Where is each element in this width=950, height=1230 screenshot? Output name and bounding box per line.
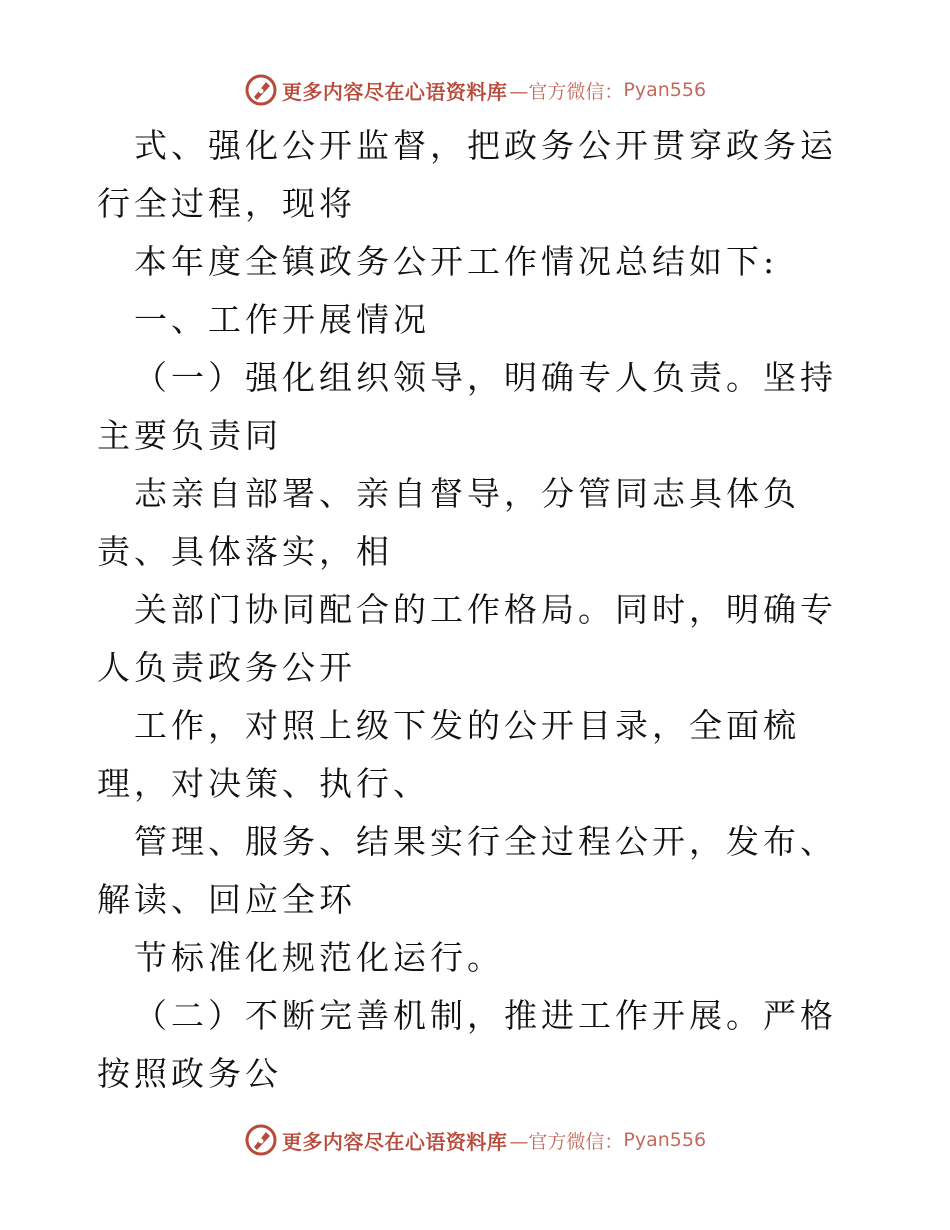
pen-nib-logo-icon <box>244 1123 278 1157</box>
header-watermark <box>0 70 950 110</box>
section-heading: 一、工作开展情况 <box>134 300 430 339</box>
paragraph: （二）不断完善机制，推进工作开展。严格按照政务公 <box>97 996 837 1093</box>
watermark-separator: —官方微信： <box>509 80 624 103</box>
watermark-text: 更多内容尽在心语资料库 <box>281 1129 508 1154</box>
watermark-account: Pyan556 <box>623 79 707 101</box>
paragraph: 工作，对照上级下发的公开目录，全面梳理，对决策、执行、 <box>97 706 800 803</box>
pen-nib-logo-icon <box>244 73 278 107</box>
paragraph: 本年度全镇政务公开工作情况总结如下: <box>134 242 779 281</box>
paragraph: 节标准化规范化运行。 <box>134 938 504 977</box>
footer-watermark <box>0 1120 950 1160</box>
watermark-account: Pyan556 <box>623 1129 707 1151</box>
paragraph: 式、强化公开监督，把政务公开贯穿政务运行全过程，现将 <box>97 126 837 223</box>
paragraph: 志亲自部署、亲自督导，分管同志具体负责、具体落实，相 <box>97 474 800 571</box>
document-body <box>97 117 857 1103</box>
watermark-separator: —官方微信： <box>509 1130 624 1153</box>
paragraph: 关部门协同配合的工作格局。同时，明确专人负责政务公开 <box>97 590 837 687</box>
paragraph: 管理、服务、结果实行全过程公开，发布、解读、回应全环 <box>97 822 837 919</box>
watermark-text: 更多内容尽在心语资料库 <box>281 79 508 104</box>
paragraph: （一）强化组织领导，明确专人负责。坚持主要负责同 <box>97 358 837 455</box>
